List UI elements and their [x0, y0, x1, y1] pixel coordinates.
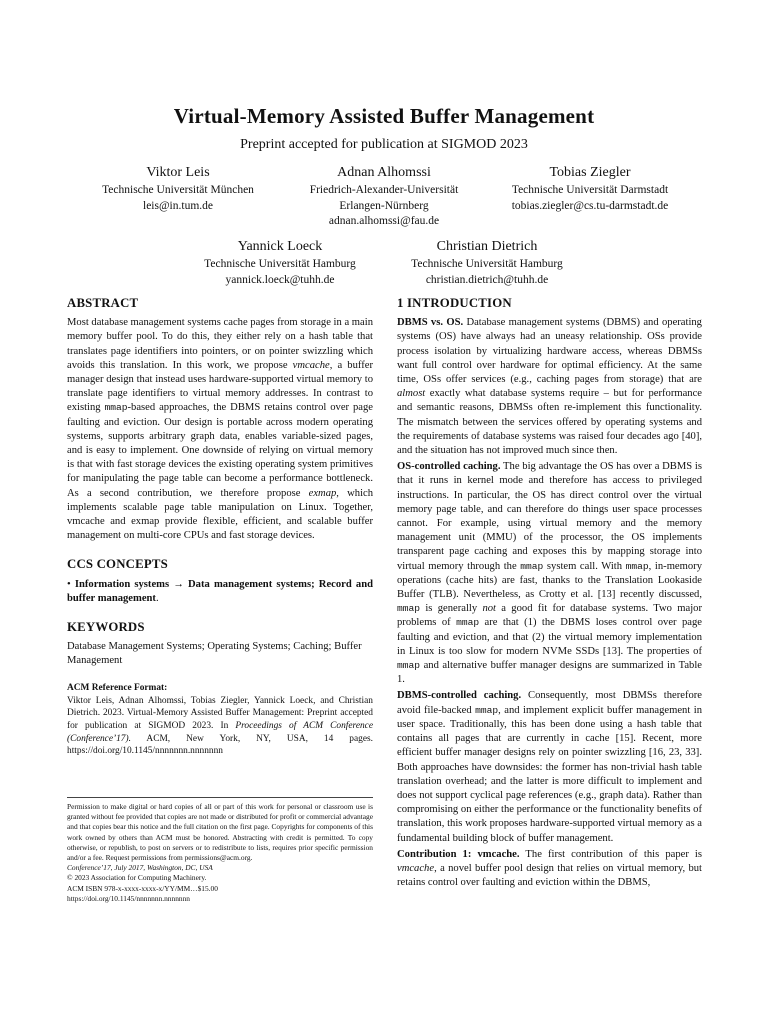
author-block [170, 238, 390, 288]
author-name: Tobias Ziegler [549, 165, 631, 180]
intro-paragraph: OS-controlled caching. The big advantage the OS has over a DBMS is that it runs in kernel mode and therefore has access to privileged instructions. In particular, the OS has direct control over the virtual memory page table, and can therefore do things user space processes cannot. For example, using virtual memory and the memory management unit (MMU) of the processor, the OS implements transparent page caching and exposes this by mapping storage into virtual memory through the mmap system call. With mmap, in-memory operations (cache hits) are fast, thanks to the Translation Lookaside Buffer (TLB). Nevertheless, as Crotty et al. [13] recently discussed, mmap is generally not a good fit for database systems. Two major problems of mmap are that (1) the DBMS loses control over page faulting and eviction, and that (2) the virtual memory implementation in Linux is too slow for modern NVMe SSDs [13]. The properties of mmap and alternative buffer manager designs are summarized in Table 1. [397, 461, 703, 686]
doi-line: https://doi.org/10.1145/nnnnnnn.nnnnnnn [67, 893, 190, 903]
author-affiliation: Friedrich-Alexander-Universität [309, 184, 459, 196]
right-column [397, 296, 702, 890]
author-email: christian.dietrich@tuhh.de [425, 273, 549, 286]
intro-paragraph: Contribution 1: vmcache. The first contribution of this paper is vmcache, a novel buffer pool design that relies on virtual memory, but retains control over faulting and eviction within the DBMS, [397, 848, 702, 889]
author-name: Viktor Leis [146, 165, 210, 180]
copyright-line: © 2023 Association for Computing Machinery. [67, 873, 207, 883]
author-name: Yannick Loeck [237, 239, 323, 254]
keywords-heading: KEYWORDS [67, 620, 145, 635]
introduction-heading: 1 INTRODUCTION [397, 296, 512, 310]
author-block [272, 164, 496, 230]
author-affiliation: Technische Universität München [102, 184, 254, 196]
paper-subtitle: Preprint accepted for publication at SIGMOD 2023 [240, 137, 528, 152]
abstract-text: Most database management systems cache pages from storage in a main memory buffer pool. To do this, they either rely on a hash table that translates page identifiers into pointers, or on pointer swizzling which avoids this translation. In this work, we propose vmcache, a buffer manager design that instead uses hardware-supported virtual memory to translate page identifiers to virtual memory addresses. In contrast to existing mmap-based approaches, the DBMS retains control over page faulting and eviction. Our design is portable across modern operating systems, supports arbitrary graph data, enables variable-sized pages, and is easy to implement. One downside of relying on virtual memory is that with fast storage devices the existing operating system primitives for manipulating the page table can become a performance bottleneck. As a second contribution, we therefore propose exmap, which implements scalable page table manipulation on Linux. Together, vmcache and exmap provide flexible, efficient, and scalable buffer management on multi-core CPUs and fast storage devices. [67, 317, 374, 542]
ccs-heading: CCS CONCEPTS [67, 557, 168, 572]
author-email: adnan.alhomssi@fau.de [328, 215, 440, 227]
author-email: tobias.ziegler@cs.tu-darmstadt.de [511, 199, 669, 212]
author-name: Christian Dietrich [436, 239, 538, 254]
author-email: leis@in.tum.de [143, 199, 213, 212]
acm-reference-heading: ACM Reference Format: [67, 682, 168, 693]
author-block [476, 164, 704, 214]
permission-notice: Permission to make digital or hard copies of all or part of this work for personal or classroom use is granted without fee provided that copies are not made or distributed for profit or commercial advantage and that copies bear this notice and the full citation on the first page. Copyrights for components of this work owned by others than ACM must be honored. Abstracting with credit is permitted. To copy otherwise, or republish, to post on servers or to redistribute to lists, requires prior specific permission and/or a fee. Request permissions from permissions@acm.org. [67, 802, 373, 863]
author-affiliation: Technische Universität Darmstadt [511, 184, 669, 196]
author-email: yannick.loeck@tuhh.de [225, 273, 335, 286]
copyright-footnote [67, 797, 373, 904]
acm-reference-text: Viktor Leis, Adnan Alhomssi, Tobias Ziegler, Yannick Loeck, and Christian Dietrich. 2023. Virtual-Memory Assisted Buffer Management: Preprint accepted for publication at SIGMOD 2023. In Proceedings of ACM Conference (Conference’17). ACM, New York, NY, USA, 14 pages. https://doi.org/10.1145/nnnnnnn.nnnnnnn [67, 695, 373, 757]
author-block [376, 238, 598, 288]
author-affiliation-line2: Erlangen-Nürnberg [339, 199, 429, 212]
ccs-concepts: • Information systems → Data management systems; Record and buffer management. [67, 578, 374, 604]
author-affiliation: Technische Universität Hamburg [204, 258, 356, 270]
author-block [64, 164, 292, 214]
intro-paragraph: DBMS vs. OS. Database management systems (DBMS) and operating systems (OS) have always had an uneasy relationship. OSs provide process isolation by virtualizing hardware access, whereas DBMSs want full control over hardware for optimal efficiency. At the same time, OSs offer services (e.g., caching pages from storage) that are almost exactly what database systems require – but for performance and semantic reasons, DBMSs often re-implement this functionality. The mismatch between the services offered by operating systems and the requirements of database systems was raised four decades ago [40], and the situation has not improved much since then. [397, 317, 702, 457]
author-name: Adnan Alhomssi [337, 165, 431, 180]
left-column [67, 296, 373, 758]
intro-paragraph: DBMS-controlled caching. Consequently, most DBMSs therefore avoid file-backed mmap, and implement explicit buffer management in user space. Traditionally, this has been done using a hash table that contains all pages that are currently in cache [15]. Recent, more efficient buffer manager designs rely on pointer swizzling [16, 23, 33]. Both approaches have downsides: the former has non-trivial hash table translation overhead; and the latter is more difficult to implement and does not support cyclical page references (e.g., graph data). Rather than compromising on either the performance or the functionality benefits of translation, this work proposes hardware-supported virtual memory as a fundamental building block of buffer management. [397, 690, 702, 844]
abstract-heading: ABSTRACT [67, 296, 139, 310]
author-affiliation: Technische Universität Hamburg [411, 258, 563, 270]
conference-info: Conference’17, July 2017, Washington, DC, USA [67, 863, 213, 873]
paper-title: Virtual-Memory Assisted Buffer Management [173, 104, 595, 128]
keywords-text: Database Management Systems; Operating Systems; Caching; Buffer Management [67, 641, 362, 667]
isbn-line: ACM ISBN 978-x-xxxx-xxxx-x/YY/MM…$15.00 [67, 883, 218, 893]
